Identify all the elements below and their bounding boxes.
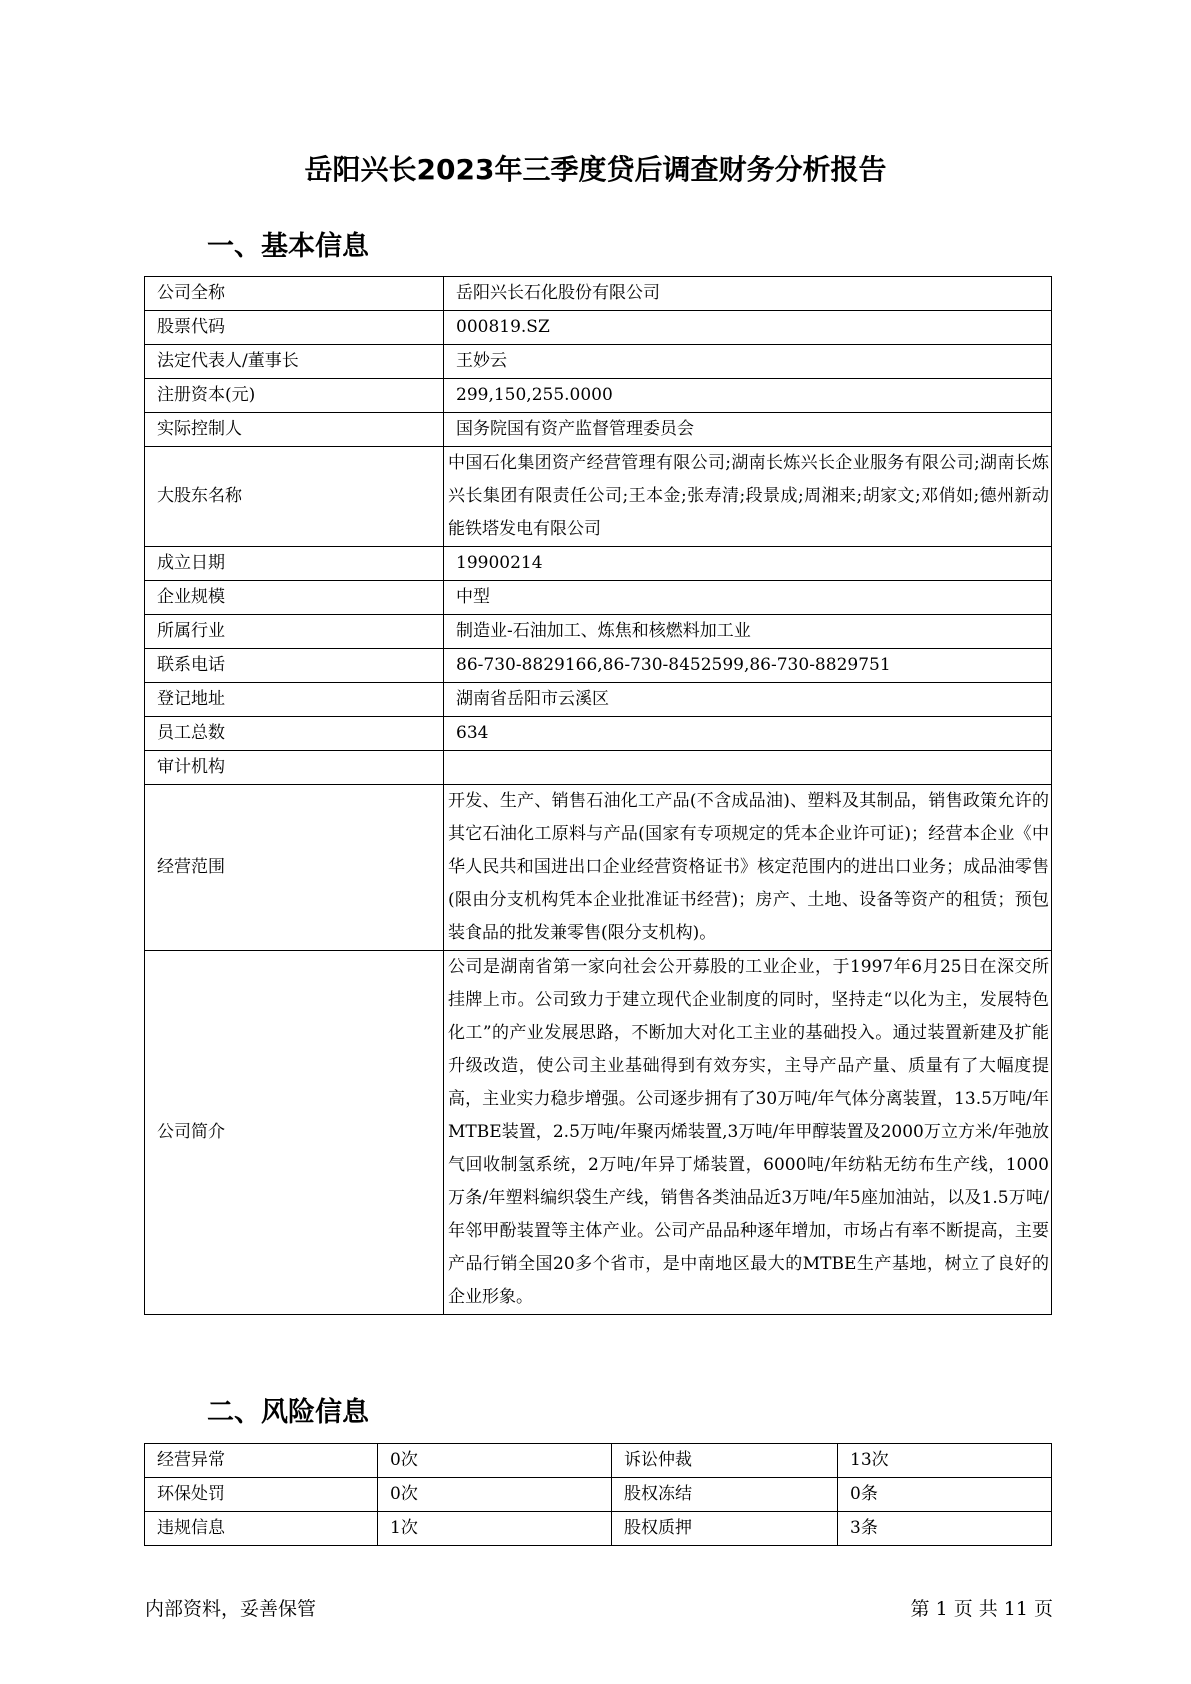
section-heading-basic-info: 一、基本信息 bbox=[207, 231, 369, 262]
row-value-stock-code: 000819.SZ bbox=[444, 311, 1052, 345]
risk-info-table bbox=[144, 1443, 1052, 1546]
risk-value: 3条 bbox=[838, 1512, 1052, 1546]
table-row bbox=[145, 547, 1052, 581]
table-row bbox=[145, 277, 1052, 311]
table-row bbox=[145, 379, 1052, 413]
risk-value: 0次 bbox=[378, 1444, 612, 1478]
table-row bbox=[145, 649, 1052, 683]
table-row bbox=[145, 1512, 1052, 1546]
row-label: 登记地址 bbox=[145, 683, 444, 717]
row-label: 实际控制人 bbox=[145, 413, 444, 447]
basic-info-table bbox=[144, 276, 1052, 1315]
row-value-company-name: 岳阳兴长石化股份有限公司 bbox=[444, 277, 1052, 311]
table-row bbox=[145, 311, 1052, 345]
table-row bbox=[145, 447, 1052, 547]
row-label: 法定代表人/董事长 bbox=[145, 345, 444, 379]
table-row bbox=[145, 785, 1052, 951]
risk-label: 环保处罚 bbox=[145, 1478, 378, 1512]
section-heading-risk-info: 二、风险信息 bbox=[207, 1397, 369, 1428]
row-label: 大股东名称 bbox=[145, 447, 444, 547]
table-row bbox=[145, 581, 1052, 615]
risk-value: 1次 bbox=[378, 1512, 612, 1546]
risk-value: 13次 bbox=[838, 1444, 1052, 1478]
row-value-registered-capital: 299,150,255.0000 bbox=[444, 379, 1052, 413]
table-row bbox=[145, 413, 1052, 447]
table-row bbox=[145, 345, 1052, 379]
row-label: 员工总数 bbox=[145, 717, 444, 751]
row-value-phone: 86-730-8829166,86-730-8452599,86-730-8829751 bbox=[444, 649, 1052, 683]
row-value-legal-rep: 王妙云 bbox=[444, 345, 1052, 379]
footer-page-number: 第 1 页 共 11 页 bbox=[910, 1598, 1053, 1620]
row-value-industry: 制造业-石油加工、炼焦和核燃料加工业 bbox=[444, 615, 1052, 649]
row-label: 经营范围 bbox=[145, 785, 444, 951]
table-row bbox=[145, 751, 1052, 785]
row-label: 公司全称 bbox=[145, 277, 444, 311]
footer-confidential-note: 内部资料，妥善保管 bbox=[145, 1598, 317, 1620]
row-value-founded-date: 19900214 bbox=[444, 547, 1052, 581]
row-label: 联系电话 bbox=[145, 649, 444, 683]
risk-value: 0条 bbox=[838, 1478, 1052, 1512]
document-title: 岳阳兴长2023年三季度贷后调查财务分析报告 bbox=[304, 153, 887, 186]
table-row bbox=[145, 615, 1052, 649]
row-label: 公司简介 bbox=[145, 951, 444, 1315]
risk-label: 违规信息 bbox=[145, 1512, 378, 1546]
row-label: 股票代码 bbox=[145, 311, 444, 345]
table-row bbox=[145, 1478, 1052, 1512]
row-value-business-scope: 开发、生产、销售石油化工产品(不含成品油)、塑料及其制品，销售政策允许的其它石油化工原料与产品(国家有专项规定的凭本企业许可证)；经营本企业《中华人民共和国进出口企业经营资格证书》核定范围内的进出口业务；成品油零售(限由分支机构凭本企业批准证书经营)；房产、土地、设备等资产的租赁；预包装食品的批发兼零售(限分支机构)。 bbox=[444, 785, 1052, 951]
row-value-company-profile: 公司是湖南省第一家向社会公开募股的工业企业，于1997年6月25日在深交所挂牌上市。公司致力于建立现代企业制度的同时，坚持走“以化为主，发展特色化工”的产业发展思路，不断加大对化工主业的基础投入。通过装置新建及扩能升级改造，使公司主业基础得到有效夯实，主导产品产量、质量有了大幅度提高，主业实力稳步增强。公司逐步拥有了30万吨/年气体分离装置，13.5万吨/年MTBE装置，2.5万吨/年聚丙烯装置,3万吨/年甲醇装置及2000万立方米/年弛放气回收制氢系统，2万吨/年异丁烯装置，6000吨/年纺粘无纺布生产线，1000万条/年塑料编织袋生产线，销售各类油品近3万吨/年5座加油站，以及1.5万吨/年邻甲酚装置等主体产业。公司产品品种逐年增加，市场占有率不断提高，主要产品行销全国20多个省市，是中南地区最大的MTBE生产基地，树立了良好的企业形象。 bbox=[444, 951, 1052, 1315]
risk-label: 诉讼仲裁 bbox=[612, 1444, 838, 1478]
row-value-address: 湖南省岳阳市云溪区 bbox=[444, 683, 1052, 717]
row-label: 成立日期 bbox=[145, 547, 444, 581]
row-value-controller: 国务院国有资产监督管理委员会 bbox=[444, 413, 1052, 447]
risk-value: 0次 bbox=[378, 1478, 612, 1512]
risk-label: 经营异常 bbox=[145, 1444, 378, 1478]
risk-label: 股权质押 bbox=[612, 1512, 838, 1546]
risk-label: 股权冻结 bbox=[612, 1478, 838, 1512]
row-value-major-shareholders: 中国石化集团资产经营管理有限公司;湖南长炼兴长企业服务有限公司;湖南长炼兴长集团有限责任公司;王本金;张寿清;段景成;周湘来;胡家文;邓俏如;德州新动能铁塔发电有限公司 bbox=[444, 447, 1052, 547]
table-row bbox=[145, 683, 1052, 717]
row-value-scale: 中型 bbox=[444, 581, 1052, 615]
row-label: 企业规模 bbox=[145, 581, 444, 615]
table-row bbox=[145, 1444, 1052, 1478]
table-row bbox=[145, 717, 1052, 751]
row-value-employees: 634 bbox=[444, 717, 1052, 751]
row-label: 所属行业 bbox=[145, 615, 444, 649]
row-label: 注册资本(元) bbox=[145, 379, 444, 413]
row-label: 审计机构 bbox=[145, 751, 444, 785]
table-row bbox=[145, 951, 1052, 1315]
row-value-audit-firm bbox=[444, 751, 1052, 785]
